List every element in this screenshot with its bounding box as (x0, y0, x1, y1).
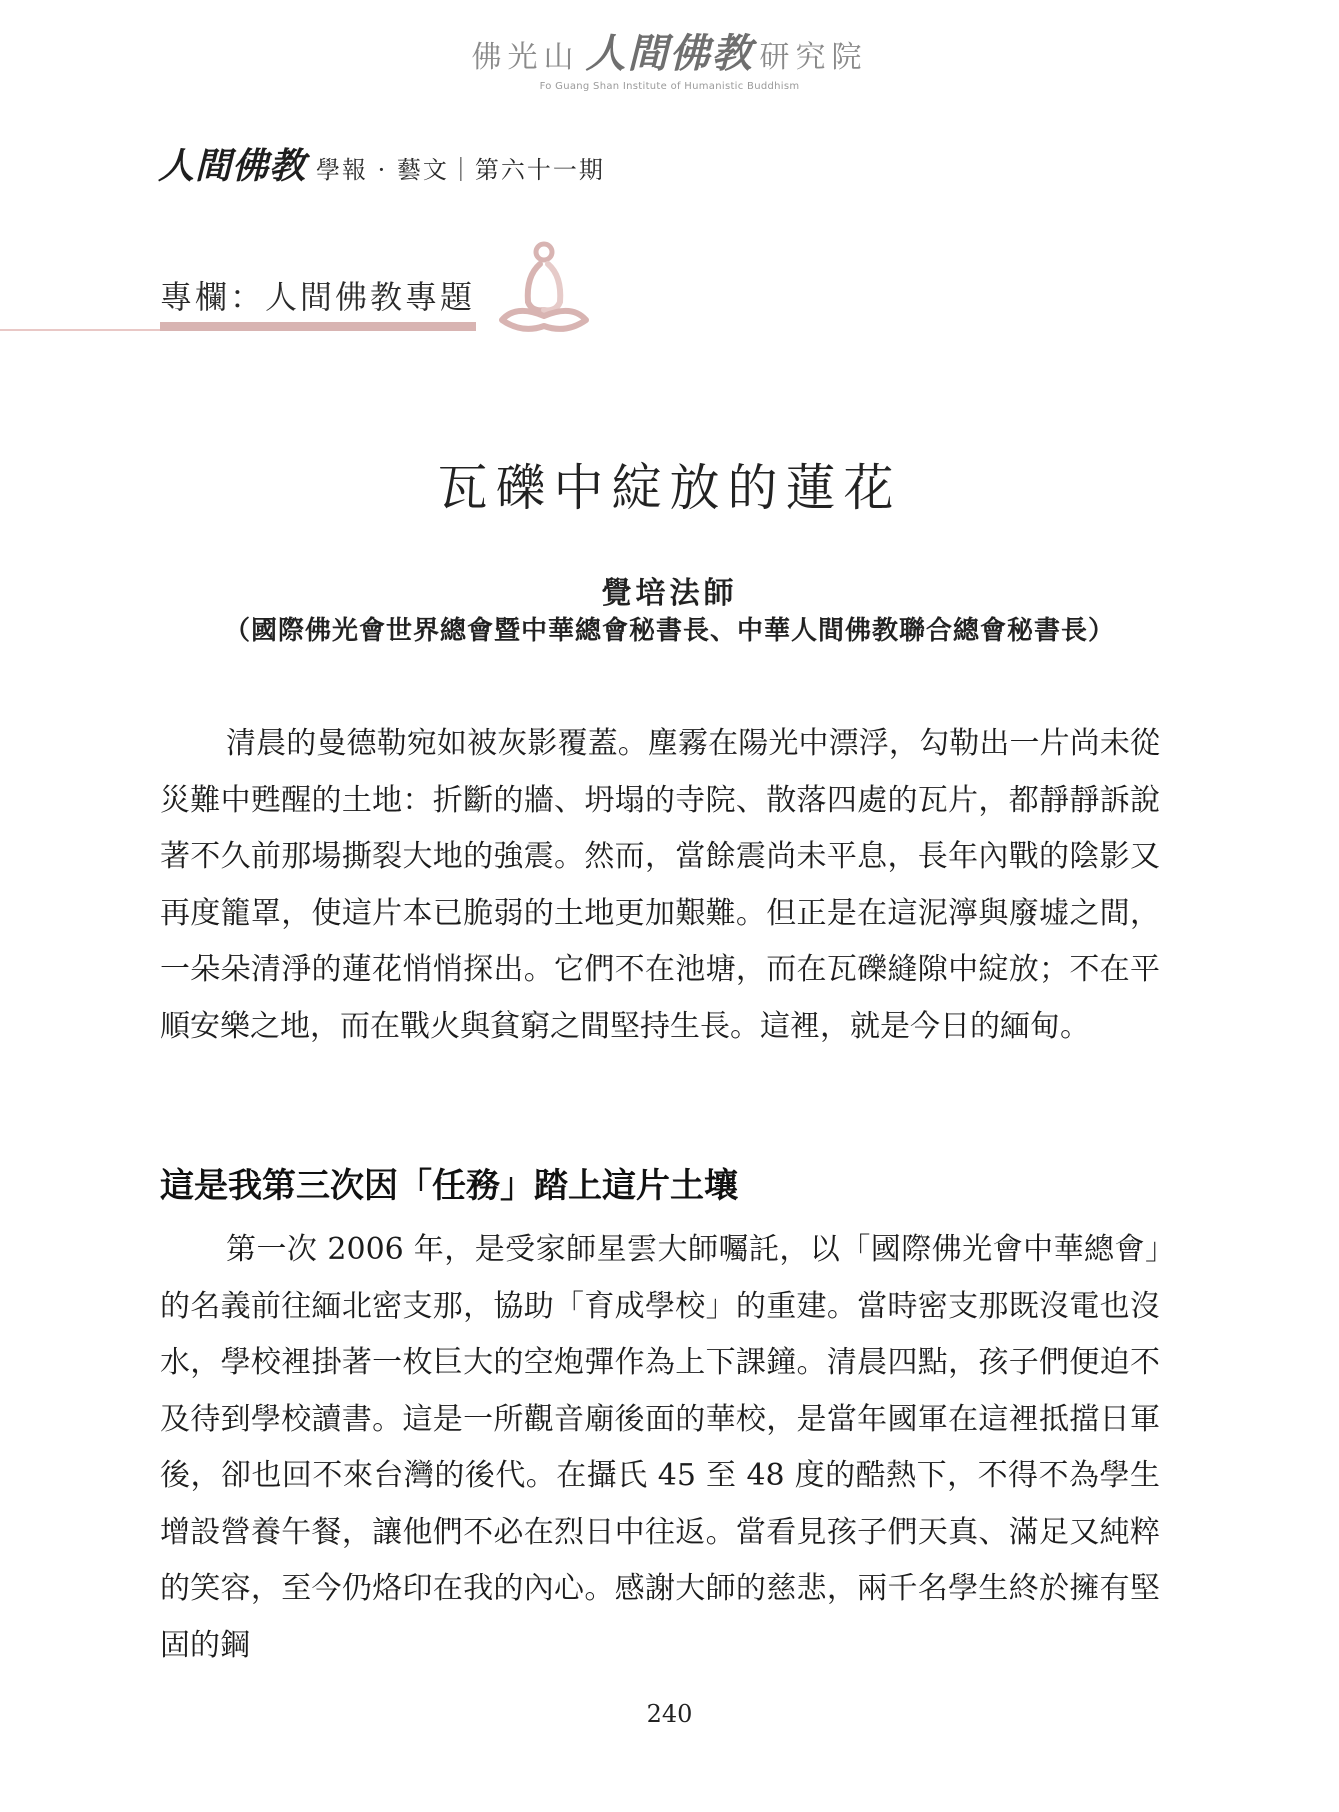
author-affiliation: （國際佛光會世界總會暨中華總會秘書長、中華人間佛教聯合總會秘書長） (223, 616, 1115, 646)
journal-running-head (158, 138, 605, 189)
institute-english-name: Fo Guang Shan Institute of Humanistic Buddhism (539, 81, 800, 92)
institute-brand-logo: 人間佛教 (585, 30, 754, 77)
column-label: 專欄：人間佛教專題 (160, 278, 476, 316)
column-divider-bar (160, 322, 476, 331)
body-paragraph-1: 清晨的曼德勒宛如被灰影覆蓋。塵霧在陽光中漂浮，勾勒出一片尚未從災難中甦醒的土地：折斷的牆、坍塌的寺院、散落四處的瓦片，都靜靜訴說著不久前那場撕裂大地的強震。然而，當餘震尚未平息，長年內戰的陰影又再度籠罩，使這片本已脆弱的土地更加艱難。但正是在這泥濘與廢墟之間，一朵朵清淨的蓮花悄悄探出。它們不在池塘，而在瓦礫縫隙中綻放；不在平順安樂之地，而在戰火與貧窮之間堅持生長。這裡，就是今日的緬甸。 (160, 726, 1160, 1044)
journal-issue-info: 學報 · 藝文｜第六十一期 (316, 156, 605, 184)
institute-header (0, 22, 1339, 92)
institute-suffix: 研究院 (759, 40, 868, 75)
article-title: 瓦礫中綻放的蓮花 (437, 459, 902, 517)
body-paragraph-2: 第一次 2006 年，是受家師星雲大師囑託，以「國際佛光會中華總會」的名義前往緬北密支那，協助「育成學校」的重建。當時密支那既沒電也沒水，學校裡掛著一枚巨大的空炮彈作為上下課鐘。清晨四點，孩子們便迫不及待到學校讀書。這是一所觀音廟後面的華校，是當年國軍在這裡抵擋日軍後，卻也回不來台灣的後代。在攝氏 45 至 48 度的酷熱下，不得不為學生增設營養午餐，讓他們不必在烈日中往返。當看見孩子們天真、滿足又純粹的笑容，至今仍烙印在我的內心。感謝大師的慈悲，兩千名學生終於擁有堅固的鋼 (160, 1232, 1160, 1663)
journal-brand-logo: 人間佛教 (158, 145, 307, 187)
section-heading: 這是我第三次因「任務」踏上這片土壤 (160, 1166, 738, 1206)
article-author: 覺培法師 (601, 576, 738, 611)
page-number: 240 (646, 1700, 693, 1728)
institute-prefix: 佛光山 (471, 40, 580, 75)
meditating-figure-icon (496, 240, 592, 340)
institute-name (0, 22, 1339, 79)
